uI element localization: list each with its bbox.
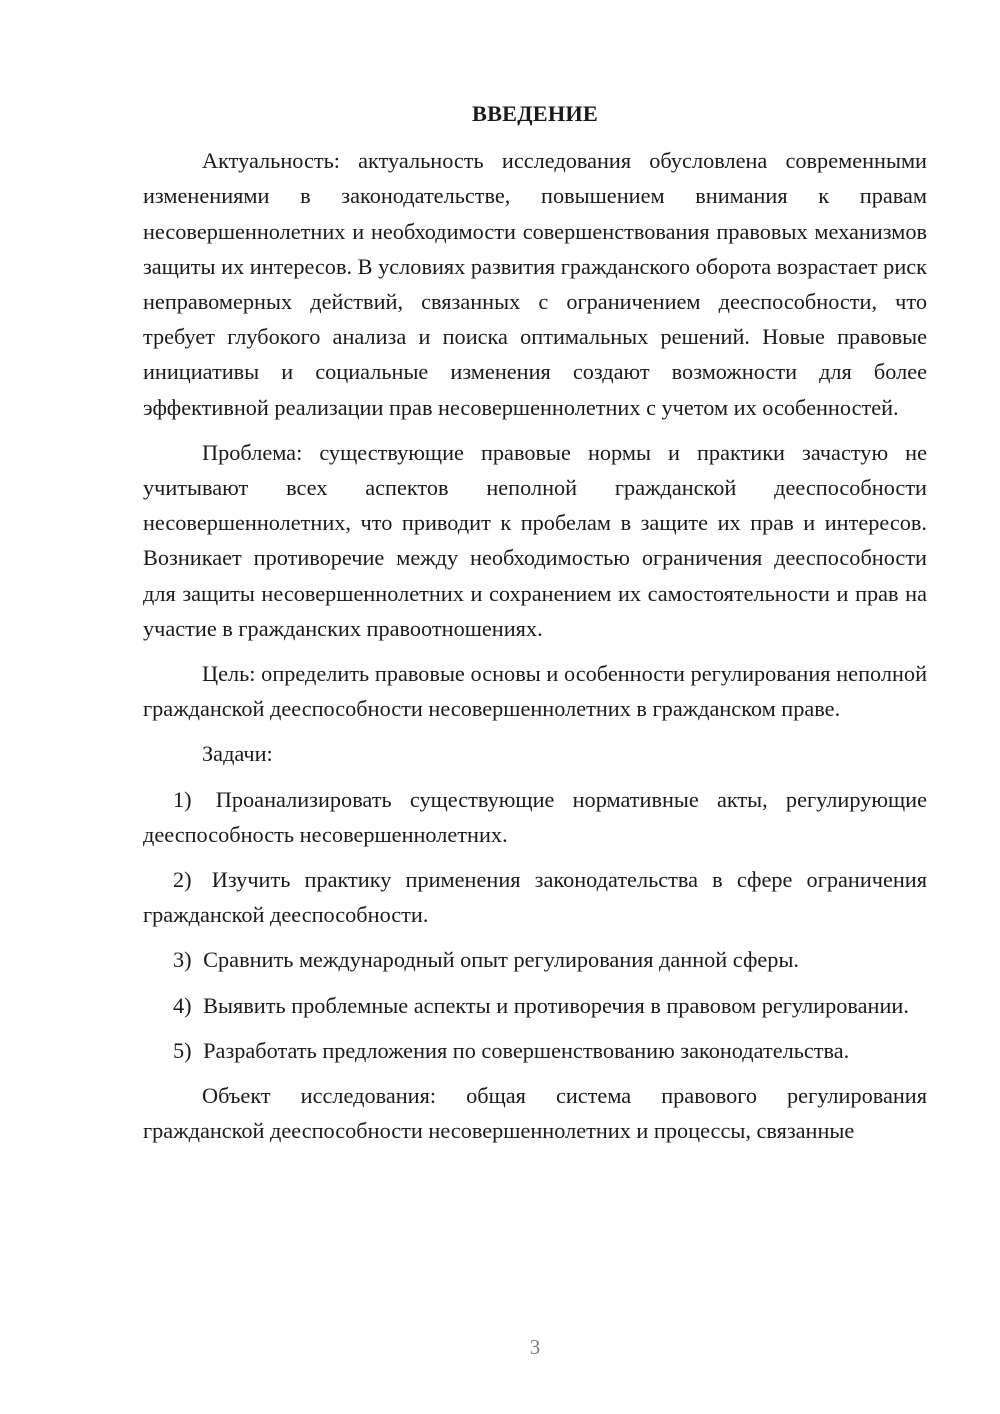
task-text: Выявить проблемные аспекты и противоречия в правовом регулировании. (203, 992, 909, 1018)
document-page (143, 96, 927, 1158)
paragraph-problem: Проблема: существующие правовые нормы и практики зачастую не учитывают всех аспектов неполной гражданской дееспособности несовершеннолетних, что приводит к пробелам в защите их прав и интересов. Возникает противоречие между необходимостью ограничения дееспособности для защиты несовершеннолетних и сохранением их самостоятельности и прав на участие в гражданских правоотношениях. (143, 439, 927, 641)
list-item (143, 988, 927, 1023)
tasks-heading: Задачи: (202, 741, 273, 767)
task-text: Изучить практику применения законодательства в сфере ограничения гражданской дееспособности. (143, 867, 927, 928)
task-number: 2) (173, 867, 192, 893)
list-item (143, 862, 927, 932)
list-item (143, 942, 927, 977)
page-number: 3 (529, 1335, 541, 1359)
paragraph-goal: Цель: определить правовые основы и особенности регулирования неполной гражданской дееспособности несовершеннолетних в гражданском праве. (143, 661, 927, 722)
list-item (143, 782, 927, 852)
page-title: ВВЕДЕНИЕ (472, 101, 598, 126)
task-text: Проанализировать существующие нормативные акты, регулирующие дееспособность несовершеннолетних. (143, 786, 927, 847)
task-number: 5) (173, 1037, 192, 1063)
task-text: Сравнить международный опыт регулирования данной сферы. (203, 947, 799, 973)
list-item (143, 1033, 927, 1068)
task-text: Разработать предложения по совершенствованию законодательства. (203, 1037, 850, 1063)
paragraph-relevance: Актуальность: актуальность исследования обусловлена современными изменениями в законодательстве, повышением внимания к правам несовершеннолетних и необходимости совершенствования правовых механизмов защиты их интересов. В условиях развития гражданского оборота возрастает риск неправомерных действий, связанных с ограничением дееспособности, что требует глубокого анализа и поиска оптимальных решений. Новые правовые инициативы и социальные изменения создают возможности для более эффективной реализации прав несовершеннолетних с учетом их особенностей. (143, 148, 927, 420)
paragraph-object: Объект исследования: общая система правового регулирования гражданской дееспособности несовершеннолетних и процессы, связанные (143, 1083, 927, 1144)
task-number: 1) (173, 786, 192, 812)
tasks-list (143, 782, 927, 1068)
task-number: 4) (173, 992, 192, 1018)
task-number: 3) (173, 947, 192, 973)
